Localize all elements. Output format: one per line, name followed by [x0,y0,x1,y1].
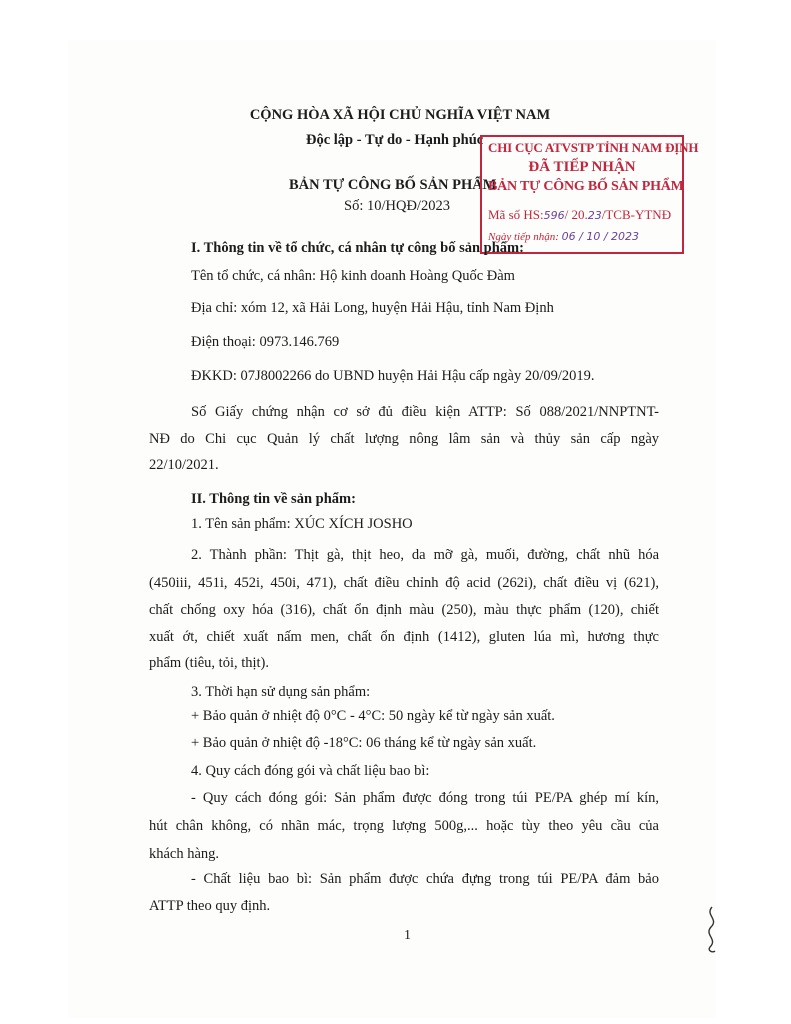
initial-mark-icon [703,905,721,955]
org-name: Tên tổ chức, cá nhân: Hộ kinh doanh Hoàng Quốc Đàm [191,268,515,284]
certificate-line-1: Số Giấy chứng nhận cơ sở đủ điều kiện ATTP: Số 088/2021/NNPTNT- [191,404,659,420]
shelf-life-chilled: + Bảo quản ở nhiệt độ 0°C - 4°C: 50 ngày kể từ ngày sản xuất. [191,708,555,724]
stamp-file-year: 23 [587,209,602,222]
material-line-1: - Chất liệu bao bì: Sản phẩm được chứa đựng trong túi PE/PA đảm bảo [191,871,659,887]
shelf-life-frozen: + Bảo quản ở nhiệt độ -18°C: 06 tháng kể từ ngày sản xuất. [191,735,537,751]
stamp-file-no: 596 [543,209,565,222]
shelf-life-heading: 3. Thời hạn sử dụng sản phẩm: [191,684,371,700]
reception-stamp [480,135,699,254]
packaging-line-3: khách hàng. [149,846,220,862]
stamp-title: BẢN TỰ CÔNG BỐ SẢN PHẨM [488,179,684,194]
document-title: BẢN TỰ CÔNG BỐ SẢN PHẨM [289,177,497,193]
phone: Điện thoại: 0973.146.769 [191,334,340,350]
packaging-heading: 4. Quy cách đóng gói và chất liệu bao bì: [191,763,430,779]
stamp-date-value: 06 / 10 / 2023 [561,230,640,243]
ingredients-line-4: xuất ớt, chiết xuất nấm men, chất ổn định (1412), gluten lúa mì, hương thực [149,629,659,645]
stamp-status: ĐÃ TIẾP NHẬN [528,159,636,175]
motto: Độc lập - Tự do - Hạnh phúc [306,132,484,148]
page-number: 1 [404,928,411,943]
stamp-file-number [488,207,671,223]
certificate-line-3: 22/10/2021. [149,457,219,473]
ingredients-line-2: (450iii, 451i, 452i, 450i, 471), chất điều chỉnh độ acid (262i), chất điều vị (621), [149,575,659,591]
country-heading: CỘNG HÒA XÃ HỘI CHỦ NGHĨA VIỆT NAM [249,107,551,123]
business-registration: ĐKKD: 07J8002266 do UBND huyện Hải Hậu cấp ngày 20/09/2019. [191,368,595,384]
packaging-line-1: - Quy cách đóng gói: Sản phẩm được đóng trong túi PE/PA ghép mí kín, [191,790,659,806]
material-line-2: ATTP theo quy định. [149,898,271,914]
document-number: Số: 10/HQĐ/2023 [344,198,450,214]
stamp-file-suffix: /TCB-YTNĐ [601,207,672,222]
address: Địa chỉ: xóm 12, xã Hải Long, huyện Hải Hậu, tỉnh Nam Định [191,300,554,316]
stamp-agency: CHI CỤC ATVSTP TỈNH NAM ĐỊNH [488,140,699,155]
section-2-heading: II. Thông tin về sản phẩm: [191,491,356,507]
packaging-line-2: hút chân không, có nhãn mác, trọng lượng 500g,... hoặc tùy theo yêu cầu của [149,818,659,834]
ingredients-line-3: chất chống oxy hóa (316), chất ổn định màu (250), màu thực phẩm (120), chiết [149,602,659,618]
stamp-file-prefix: Mã số HS: [488,207,544,222]
stamp-file-sep: / 20. [564,207,588,222]
stamp-date-label: Ngày tiếp nhận: [488,231,559,243]
ingredients-line-5: phẩm (tiêu, tỏi, thịt). [149,655,270,671]
product-name: 1. Tên sản phẩm: XÚC XÍCH JOSHO [191,516,413,532]
certificate-line-2: NĐ do Chi cục Quản lý chất lượng nông lâm sản và thủy sản cấp ngày [149,431,659,447]
ingredients-line-1: 2. Thành phần: Thịt gà, thịt heo, da mỡ gà, muối, đường, chất nhũ hóa [191,547,659,563]
section-1-heading: I. Thông tin về tổ chức, cá nhân tự công bố sản phẩm: [191,240,524,256]
